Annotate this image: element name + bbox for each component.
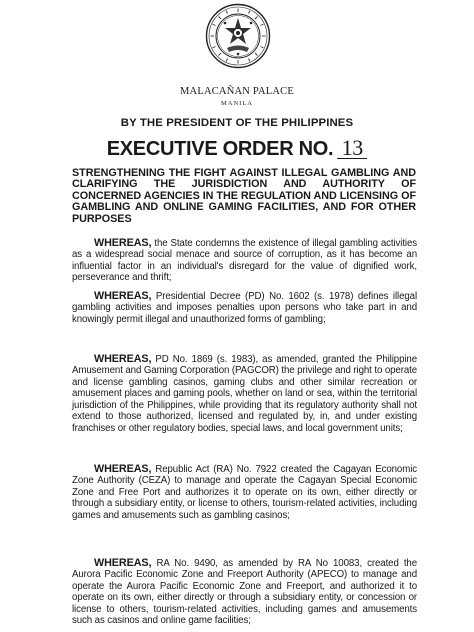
issuer-line: BY THE PRESIDENT OF THE PHILIPPINES	[120, 117, 354, 129]
whereas-text: Republic Act (RA) No. 7922 created the Cagayan Economic Zone Authority (CEZA) to manage and operate the Cagayan Special Economic Zone and Free Port and authorizes it to operate on its own, either directly or through a subsidiary entity, or license to others, tourism-related activities, including games and amusements such as gambling casinos;	[72, 464, 417, 521]
whereas-lead: WHEREAS,	[94, 237, 152, 249]
whereas-lead: WHEREAS,	[94, 353, 152, 365]
whereas-clause	[72, 558, 417, 627]
whereas-text: PD No. 1869 (s. 1983), as amended, granted the Philippine Amusement and Gaming Corporation (PAGCOR) the privilege and right to operate and license gambling casinos, gaming clubs and other similar recreation or amusement places and gaming pools, whether on land or sea, within the territorial jurisdiction of the Philippines, while providing that its regulatory authority shall not extend to those authorized, licensed and regulated by, in, and under existing franchises or other regulatory bodies, special laws, and local government units;	[72, 354, 417, 434]
whereas-clause	[72, 291, 417, 325]
executive-order-title	[0, 137, 474, 161]
palace-name: MALACAÑAN PALACE	[180, 86, 294, 97]
whereas-clause	[72, 464, 417, 521]
whereas-lead: WHEREAS,	[94, 463, 152, 475]
whereas-lead: WHEREAS,	[94, 290, 152, 302]
whereas-clause	[72, 354, 417, 434]
whereas-lead: WHEREAS,	[94, 557, 152, 569]
whereas-text: RA No. 9490, as amended by RA No 10083, created the Aurora Pacific Economic Zone and Freeport Authority (APECO) to manage and operate the Aurora Pacific Economic Zone and Freeport, and authorized it to operate on its own, either directly or through a subsidiary entity, or concession or license to others, tourism-related activities, including games and amusements such as casinos and online game facilities;	[72, 558, 417, 627]
order-subject: STRENGTHENING THE FIGHT AGAINST ILLEGAL GAMBLING AND CLARIFYING THE JURISDICTION AND AUTHORITY OF CONCERNED AGENCIES IN THE REGULATION AND LICENSING OF GAMBLING AND ONLINE GAMING FACILITIES, AND FOR OTHER PURPOSES	[72, 167, 416, 225]
whereas-clause	[72, 238, 417, 284]
palace-city: MANILA	[221, 100, 253, 107]
executive-order-title-prefix: EXECUTIVE ORDER NO.	[106, 138, 334, 160]
whereas-text: Presidential Decree (PD) No. 1602 (s. 1978) defines illegal gambling activities and imposes penalties upon persons who take part in and knowingly permit illegal and unauthorized forms of gambling;	[72, 291, 417, 325]
presidential-seal-icon	[205, 3, 271, 69]
executive-order-number: 13	[337, 137, 367, 159]
whereas-text: the State condemns the existence of illegal gambling activities as a widespread social menace and source of corruption, as it has become an influential factor in an individual's disregard for the value of dignified work, perseverance and thrift;	[72, 238, 417, 284]
